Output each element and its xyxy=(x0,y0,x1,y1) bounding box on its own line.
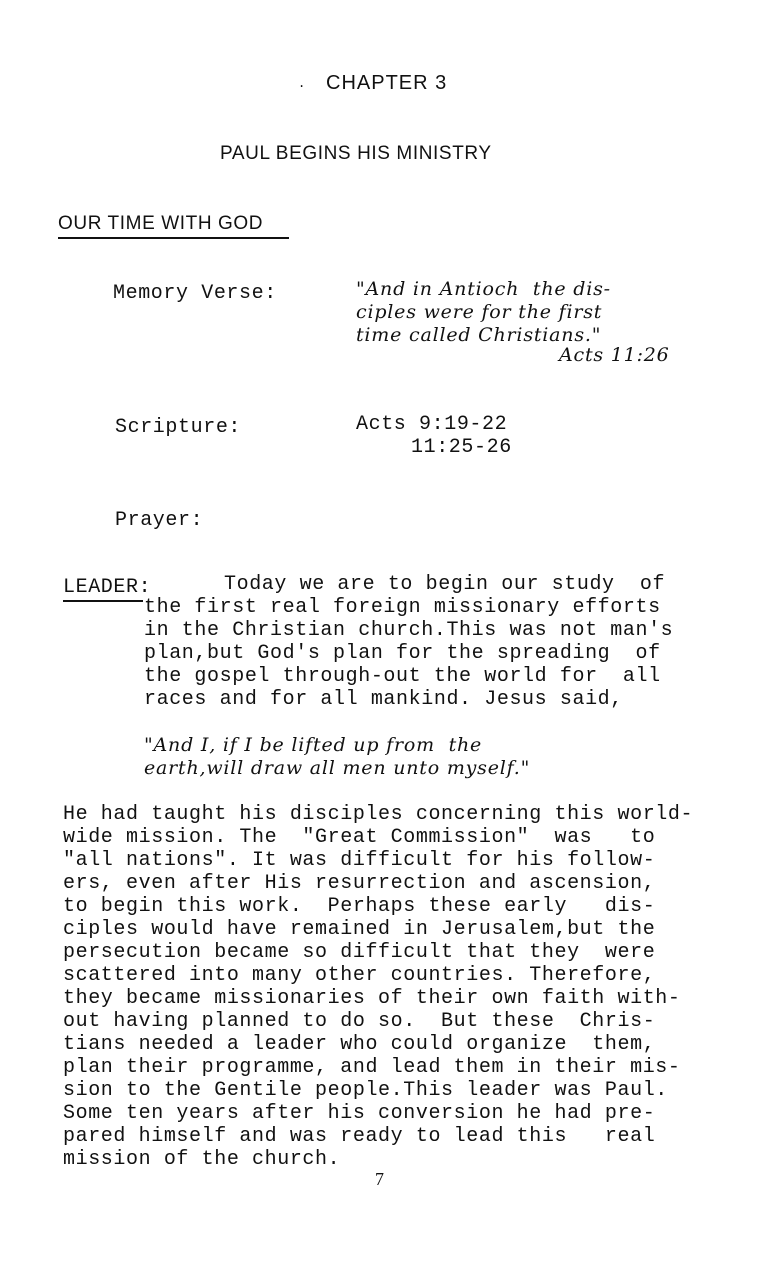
page-title: PAUL BEGINS HIS MINISTRY xyxy=(220,143,492,164)
section-underline xyxy=(58,237,289,239)
scripture-reference-2: 11:25-26 xyxy=(411,436,512,459)
page-number: 7 xyxy=(375,1169,384,1189)
body-paragraph: He had taught his disciples concerning this world- wide mission. The "Great Commission" was to "all nations". It was difficult for his follow- ers, even after His resurrection and ascension, to begin this work. Perhaps these early dis- ciples would have remained in Jerusalem,but the persecution became so difficult that they were scattered into many other countries. Therefore, they became missionaries of their own faith with- out having planned to do so. But these Chris- tians needed a leader who could organize them, plan their programme, and lead them in their mis- sion to the Gentile people.This leader was Paul. Some ten years after his conversion he had pre- pared himself and was ready to lead this real mission of the church. xyxy=(63,803,694,1171)
memory-verse-reference: Acts 11:26 xyxy=(559,344,670,366)
leader-first-line: Today we are to begin our study of xyxy=(224,573,666,596)
leader-body: the first real foreign missionary efforts in the Christian church.This was not man's plan,but God's plan for the spreading of the gospel through-out the world for all races and for all mankind. Jesus said, xyxy=(144,596,674,711)
scripture-label: Scripture: xyxy=(115,416,242,439)
scripture-quote: "And I, if I be lifted up from the earth,will draw all men unto myself." xyxy=(144,734,531,779)
chapter-heading: CHAPTER 3 xyxy=(326,72,448,94)
memory-verse-label: Memory Verse: xyxy=(113,282,277,305)
scripture-reference-1: Acts 9:19-22 xyxy=(356,413,508,436)
leader-label: LEADER: xyxy=(63,576,152,599)
section-heading: OUR TIME WITH GOD xyxy=(58,213,264,234)
prayer-label: Prayer: xyxy=(115,509,204,532)
stray-mark: . xyxy=(298,76,306,90)
leader-underline xyxy=(63,600,143,602)
memory-verse-text: "And in Antioch the dis- ciples were for the first time called Christians." xyxy=(356,278,611,346)
